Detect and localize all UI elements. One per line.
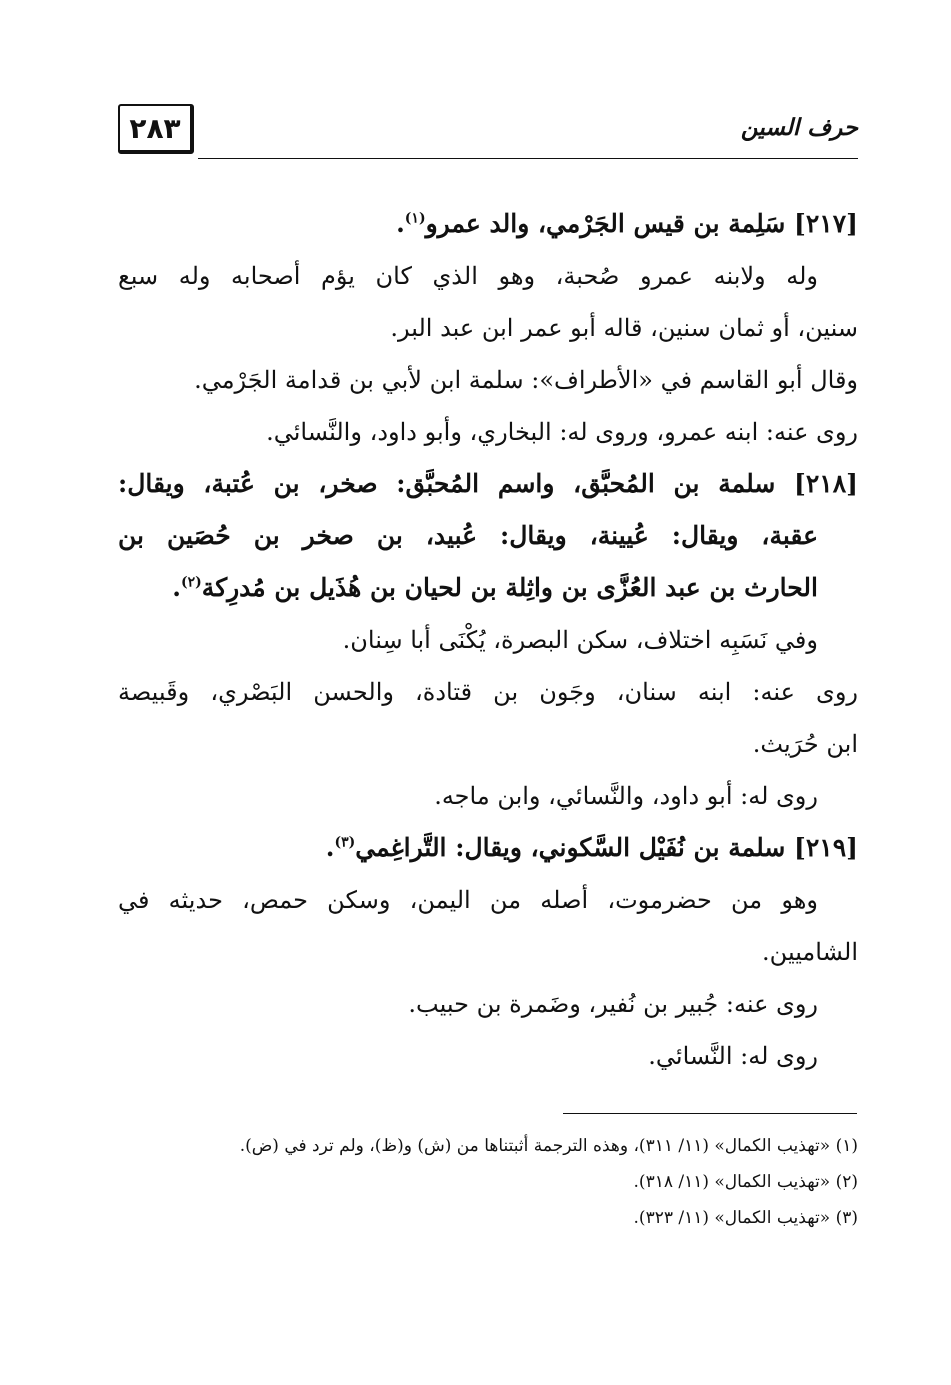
paragraph-line: روى له: النَّسائي. xyxy=(648,1042,818,1070)
entry-heading-218: [٢١٨] سلمة بن المُحبَّق، واسم المُحبَّق: صخر، بن عُتبة، ويقال: xyxy=(118,469,858,498)
entry-heading-218-end: الحارث بن عبد العُزَّى بن واثِلة بن لحيان بن هُذَيل بن مُدرِكة$^{(٢)}$. xyxy=(172,573,818,602)
footnote-3: (٣) «تهذيب الكمال» (١١/ ٣٢٣). xyxy=(633,1208,858,1228)
paragraph-line: الشاميين. xyxy=(762,938,858,966)
footnotes xyxy=(118,1128,858,1236)
entry-heading-218-cont: عقبة، ويقال: عُيينة، ويقال: عُبيد، بن صخر بن حُصَين بن xyxy=(118,521,818,550)
footnote-marker: (٢) xyxy=(181,574,202,591)
paragraph-line: ابن حُرَيث. xyxy=(752,730,858,758)
paragraph-line: وقال أبو القاسم في «الأطراف»: سلمة ابن لأبي بن قدامة الجَرْمي. xyxy=(194,366,858,394)
header-rule xyxy=(198,158,858,159)
page-number: ٢٨٣ xyxy=(118,104,194,154)
running-head: حرف السين xyxy=(740,114,858,141)
page-header xyxy=(118,104,858,160)
footnote-marker: (١) xyxy=(404,210,426,227)
paragraph-line: وله ولابنه عمرو صُحبة، وهو الذي كان يؤم أصحابه وله سبع xyxy=(118,262,818,290)
paragraph-line: سنين، أو ثمان سنين، قاله أبو عمر ابن عبد البر. xyxy=(390,314,858,342)
paragraph-line: وهو من حضرموت، أصله من اليمن، وسكن حمص، حديثه في xyxy=(118,886,818,914)
paragraph-line: روى عنه: ابنه سنان، وجَون بن قتادة، والحسن البَصْري، وقَبيصة xyxy=(118,678,858,706)
paragraph-line: روى عنه: ابنه عمرو، وروى له: البخاري، وأبو داود، والنَّسائي. xyxy=(266,418,858,446)
entry-heading-219: [٢١٩] سلمة بن نُفَيْل السَّكوني، ويقال: التَّراغِمي$^{(٣)}$. xyxy=(325,833,858,862)
paragraph-line: وفي نَسَبِه اختلاف، سكن البصرة، يُكْنَى أبا سِنان. xyxy=(342,626,818,654)
footnote-1: (١) «تهذيب الكمال» (١١/ ٣١١)، وهذه الترجمة أثبتناها من (ش) و(ظ)، ولم ترد في (ض). xyxy=(239,1136,858,1156)
paragraph-line: روى له: أبو داود، والنَّسائي، وابن ماجه. xyxy=(434,782,818,810)
entry-heading-217: [٢١٧] سَلِمة بن قيس الجَرْمي، والد عمرو$^{(١)}$. xyxy=(396,209,858,238)
paragraph-line: روى عنه: جُبير بن نُفير، وضَمرة بن حبيب. xyxy=(408,990,818,1018)
footnote-2: (٢) «تهذيب الكمال» (١١/ ٣١٨). xyxy=(633,1172,858,1192)
footnote-marker: (٣) xyxy=(334,834,356,851)
main-text xyxy=(118,198,858,1082)
footnote-separator xyxy=(563,1113,857,1114)
